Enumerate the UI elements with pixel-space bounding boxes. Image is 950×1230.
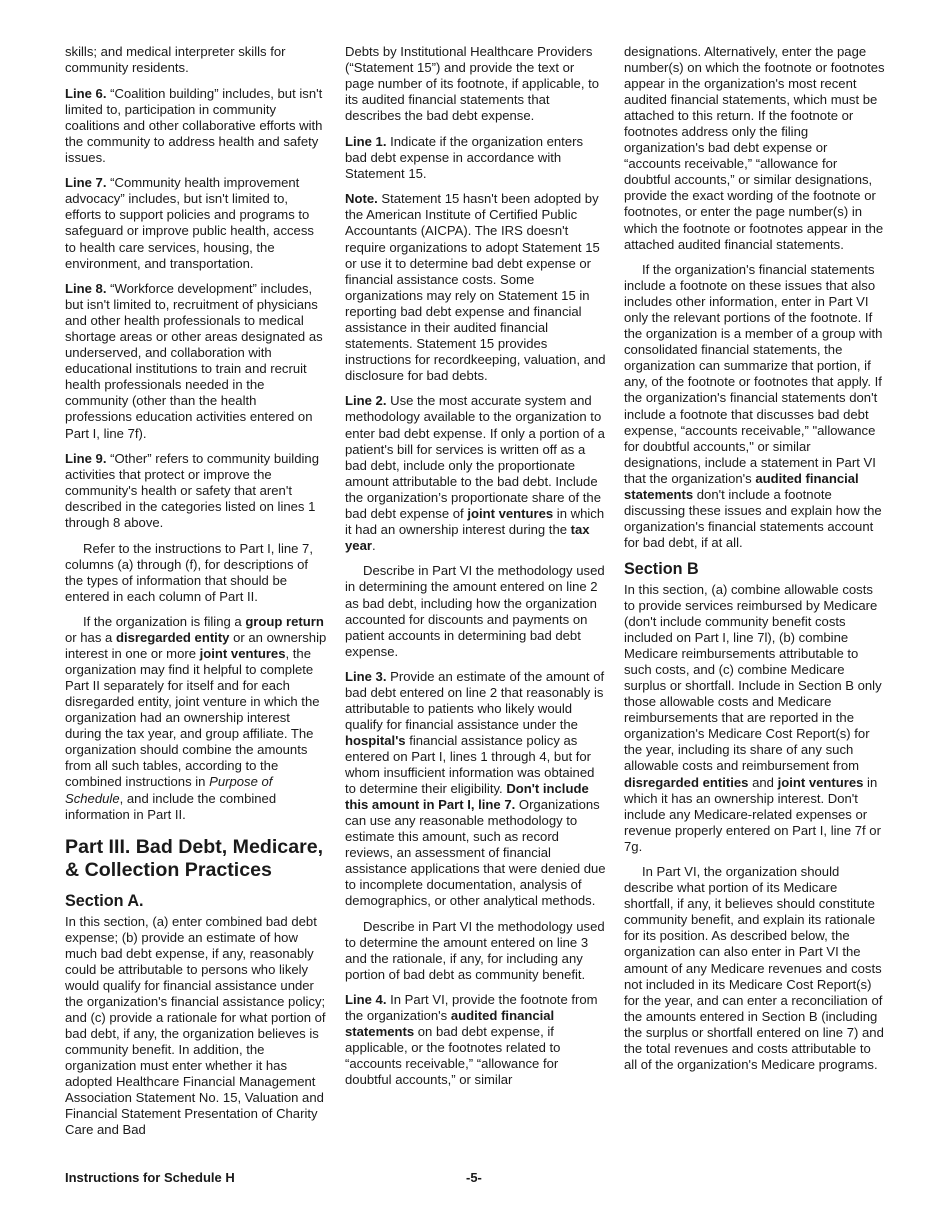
paragraph-note: Note. Statement 15 hasn't been adopted by the American Institute of Certified Public Accountants (AICPA). The IRS doesn't require organizations to adopt Statement 15 or use it to determine bad debt expense or financial assistance costs. Some organizations may rely on Statement 15 in reporting bad debt expense and financial assistance in their audited financial statements. Statement 15 provides instructions for recordkeeping, valuation, and disclosure for bad debts. — [345, 191, 606, 383]
paragraph-line-2: Line 2. Use the most accurate system and methodology available to the organization to enter bad debt expense. If only a portion of a patient's bill for services is written off as a bad debt, include only the proportionate amount attributable to the bad debt. Include the organization’s proportionate share of the bad debt expense of joint ventures in which it had an ownership interest during the tax year. — [345, 393, 605, 553]
section-a-heading: Section A. — [65, 891, 144, 910]
paragraph: If the organization's financial statements include a footnote on these issues that also includes other information, enter in Part VI only the relevant portions of the footnote. If the organization is a member of a group with consolidated financial statements, the organization can summarize that portion, if any, of the footnote or footnotes that apply. If the organization's financial statements don't include a footnote that discusses bad debt expense, “accounts receivable,” "allowance for doubtful accounts," or similar designations, include a statement in Part VI that the organization's audited financial statements don't include a footnote discussing these issues and explain how the organization's financial statements account for bad debt, if at all. — [624, 262, 883, 550]
paragraph-line-6: Line 6. “Coalition building” includes, but isn't limited to, participation in community coalitions and other collaborative efforts with the community to address health and safety issues. — [65, 85, 323, 165]
part-iii-heading: Part III. Bad Debt, Medicare, & Collection Practices — [65, 835, 324, 882]
paragraph-line-7: Line 7. “Community health improvement advocacy” includes, but isn't limited to, efforts to support policies and programs to safeguard or improve public health, access to health care services, housing, the environment, and transportation. — [65, 175, 314, 271]
paragraph: If the organization is filing a group return or has a disregarded entity or an ownership interest in one or more joint ventures, the organization may find it helpful to complete Part II separately for itself and for each disregarded entity, joint venture in which the organization had an ownership interest during the tax year, and group affiliate. The organization should combine the amounts from all such tables, according to the combined instructions in Purpose of Schedule, and include the combined information in Part II. — [65, 614, 327, 822]
paragraph: Describe in Part VI the methodology used in determining the amount entered on line 2 as bad debt, including how the organization accounted for discounts and payments on patient accounts in determining bad debt expense. — [345, 563, 605, 659]
paragraph: Debts by Institutional Healthcare Providers (“Statement 15”) and provide the text or page number of its footnote, if applicable, to its audited financial statements that describes the bad debt expense. — [345, 44, 600, 124]
paragraph: skills; and medical interpreter skills for community residents. — [65, 44, 286, 76]
section-b-heading: Section B — [624, 559, 699, 578]
paragraph-line-9: Line 9. “Other” refers to community building activities that protect or improve the community's health or safety that aren't described in the categories listed on lines 1 through 8 above. — [65, 451, 319, 531]
page-number: -5- — [466, 1170, 482, 1185]
column-3 — [624, 44, 886, 1082]
paragraph: In this section, (a) combine allowable costs to provide services reimbursed by Medicare (don't include community benefit costs included on Part I, line 7l), (b) combine Medicare reimbursements attributable to such costs, and (c) combine Medicare surplus or shortfall. Include in Section B only those allowable costs and Medicare reimbursements that are reported in the organization's Medicare Cost Report(s) for the year, including its share of any such allowable costs and reimbursement from disregarded entities and joint ventures in which it has an ownership interest. Don't include any Medicare-related expenses or revenue properly entered on Part I, line 7f or 7g. — [624, 581, 882, 854]
paragraph: Describe in Part VI the methodology used to determine the amount entered on line 3 and the rationale, if any, for including any portion of bad debt as community benefit. — [345, 918, 605, 983]
paragraph-line-3: Line 3. Provide an estimate of the amount of bad debt entered on line 2 that reasonably is attributable to patients who likely would qualify for financial assistance under the hospital's financial assistance policy as entered on Part I, lines 1 through 4, but for whom insufficient information was obtained to determine their eligibility. Don't include this amount in Part I, line 7. Organizations can use any reasonable methodology to estimate this amount, such as record reviews, an assessment of financial assistance applications that were denied due to incomplete documentation, analysis of demographics, or other analytical methods. — [345, 668, 606, 909]
column-1 — [65, 44, 327, 1148]
paragraph: In Part VI, the organization should describe what portion of its Medicare shortfall, if any, it believes should constitute community benefit, and explain its rationale for its position. As described below, the organization can also enter in Part VI the amount of any Medicare revenues and costs not included in its Medicare Cost Report(s) for the year, and can enter a reconciliation of the amounts entered in Section B (including the surplus or shortfall entered on line 7) and the total revenues and costs attributable to all of the organization's Medicare programs. — [624, 864, 884, 1072]
paragraph: Refer to the instructions to Part I, line 7, columns (a) through (f), for descriptions of the types of information that should be entered in each column of Part II. — [65, 540, 313, 604]
column-2 — [345, 44, 607, 1098]
paragraph-line-8: Line 8. “Workforce development” includes, but isn't limited to, recruitment of physicians and other health professionals to medical shortage areas or other areas designated as underserved, and collaboration with educational institutions to train and recruit health professionals needed in the community (other than the health professions education activities entered on Part I, line 7f). — [65, 281, 323, 441]
paragraph-line-1: Line 1. Indicate if the organization enters bad debt expense in accordance with Statement 15. — [345, 133, 584, 181]
footer-document-title: Instructions for Schedule H — [65, 1170, 235, 1185]
paragraph-line-4: Line 4. In Part VI, provide the footnote from the organization's audited financial statements on bad debt expense, if applicable, or the footnotes related to “accounts receivable,” “allowance for doubtful accounts,” or similar — [345, 992, 598, 1088]
paragraph: In this section, (a) enter combined bad debt expense; (b) provide an estimate of how much bad debt expense, if any, reasonably could be attributable to persons who likely would qualify for financial assistance under the organization's financial assistance policy; and (c) provide a rationale for what portion of bad debt, if any, the organization believes is community benefit. In addition, the organization must enter whether it has adopted Healthcare Financial Management Association Statement No. 15, Valuation and Financial Statement Presentation of Charity Care and Bad — [65, 913, 326, 1138]
paragraph: designations. Alternatively, enter the page number(s) on which the footnote or footnotes appear in the organization's most recent audited financial statements, which must be attached to this return. If the footnote or footnotes address only the filing organization's bad debt expense or “accounts receivable,” “allowance for doubtful accounts,” or similar designations, provide the exact wording of the footnote or footnotes, or enter the page number(s) in which the footnote or footnotes appear in the attached audited financial statements. — [624, 44, 885, 252]
